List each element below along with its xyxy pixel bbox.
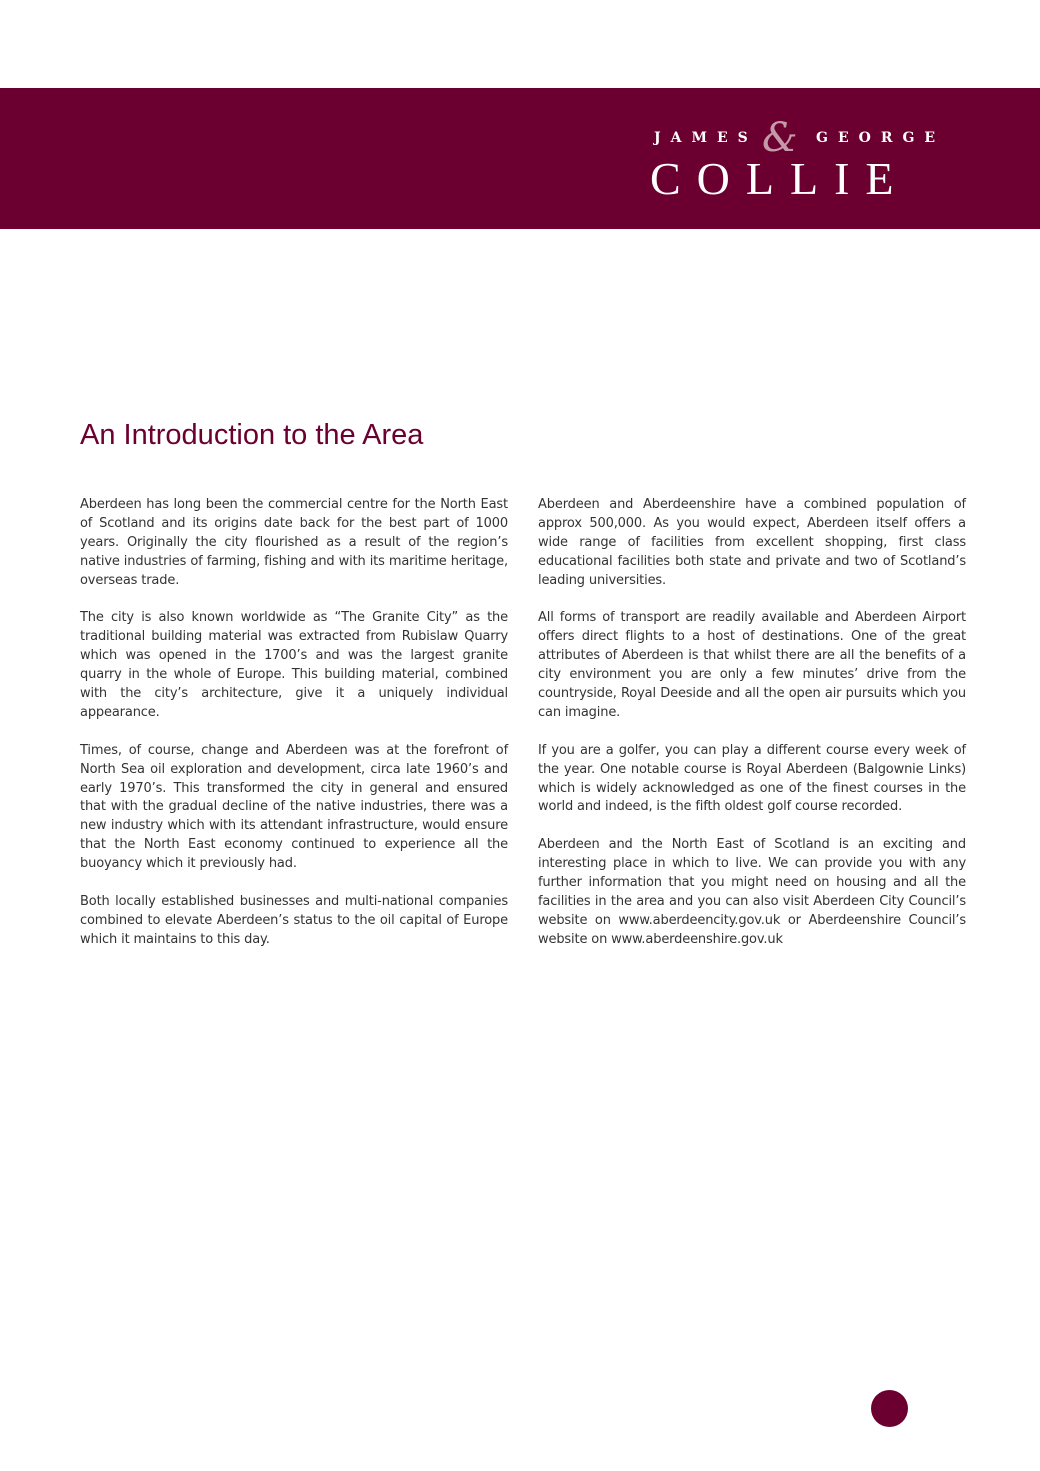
right-text-column (538, 496, 966, 969)
logo-first-name-james: JAMES (654, 130, 758, 146)
paragraph: Both locally established businesses and multi-national companies combined to elevate Aberdeen’s status to the oil capital of Europe which it maintains to this day. (80, 893, 508, 947)
paragraph: Aberdeen has long been the commercial centre for the North East of Scotland and its origins date back for the best part of 1000 years. Originally the city flourished as a result of the region’s native industries of farming, fishing and with its maritime heritage, overseas trade. (80, 497, 508, 588)
company-logo (650, 115, 946, 204)
paragraph: All forms of transport are readily available and Aberdeen Airport offers direct flights to a host of destinations. One of the great attributes of Aberdeen is that whilst there are all the benefits of a city environment you are only a few minutes’ drive from the countryside, Royal Deeside and all the open air pursuits which you can imagine. (538, 610, 966, 720)
left-text-column (80, 496, 508, 969)
paragraph: Aberdeen and Aberdeenshire have a combined population of approx 500,000. As you would expect, Aberdeen itself offers a wide range of facilities from excellent shopping, first class educational facilities both state and private and two of Scotland’s leading universities. (538, 497, 966, 588)
header-band (0, 88, 1040, 229)
page-title: An Introduction to the Area (80, 419, 424, 451)
paragraph: The city is also known worldwide as “The Granite City” as the traditional building material was extracted from Rubislaw Quarry which was opened in the 1700’s and was the largest granite quarry in the whole of Europe. This building material, combined with the city’s architecture, give it a uniquely individual appearance. (80, 610, 508, 720)
logo-ampersand: & (762, 115, 798, 161)
paragraph: Times, of course, change and Aberdeen was at the forefront of North Sea oil exploration and development, circa late 1960’s and early 1970’s. This transformed the city in general and ensured that with the gradual decline of the native industries, there was a new industry which with its attendant infrastructure, would ensure that the North East economy continued to experience all the buoyancy which it previously had. (80, 742, 508, 872)
paragraph: Aberdeen and the North East of Scotland is an exciting and interesting place in which to live. We can provide you with any further information that you might need on housing and all the facilities in the area and you can also visit Aberdeen City Council’s website on www.aberdeencity.gov.uk or Aberdeenshire Council’s website on www.aberdeenshire.gov.uk (538, 837, 966, 947)
logo-surname: COLLIE (650, 153, 910, 204)
page-marker-dot (871, 1390, 908, 1427)
paragraph: If you are a golfer, you can play a different course every week of the year. One notable course is Royal Aberdeen (Balgownie Links) which is widely acknowledged as one of the finest courses in the world and indeed, is the fifth oldest golf course recorded. (538, 742, 966, 815)
logo-first-name-george: GEORGE (816, 130, 946, 146)
